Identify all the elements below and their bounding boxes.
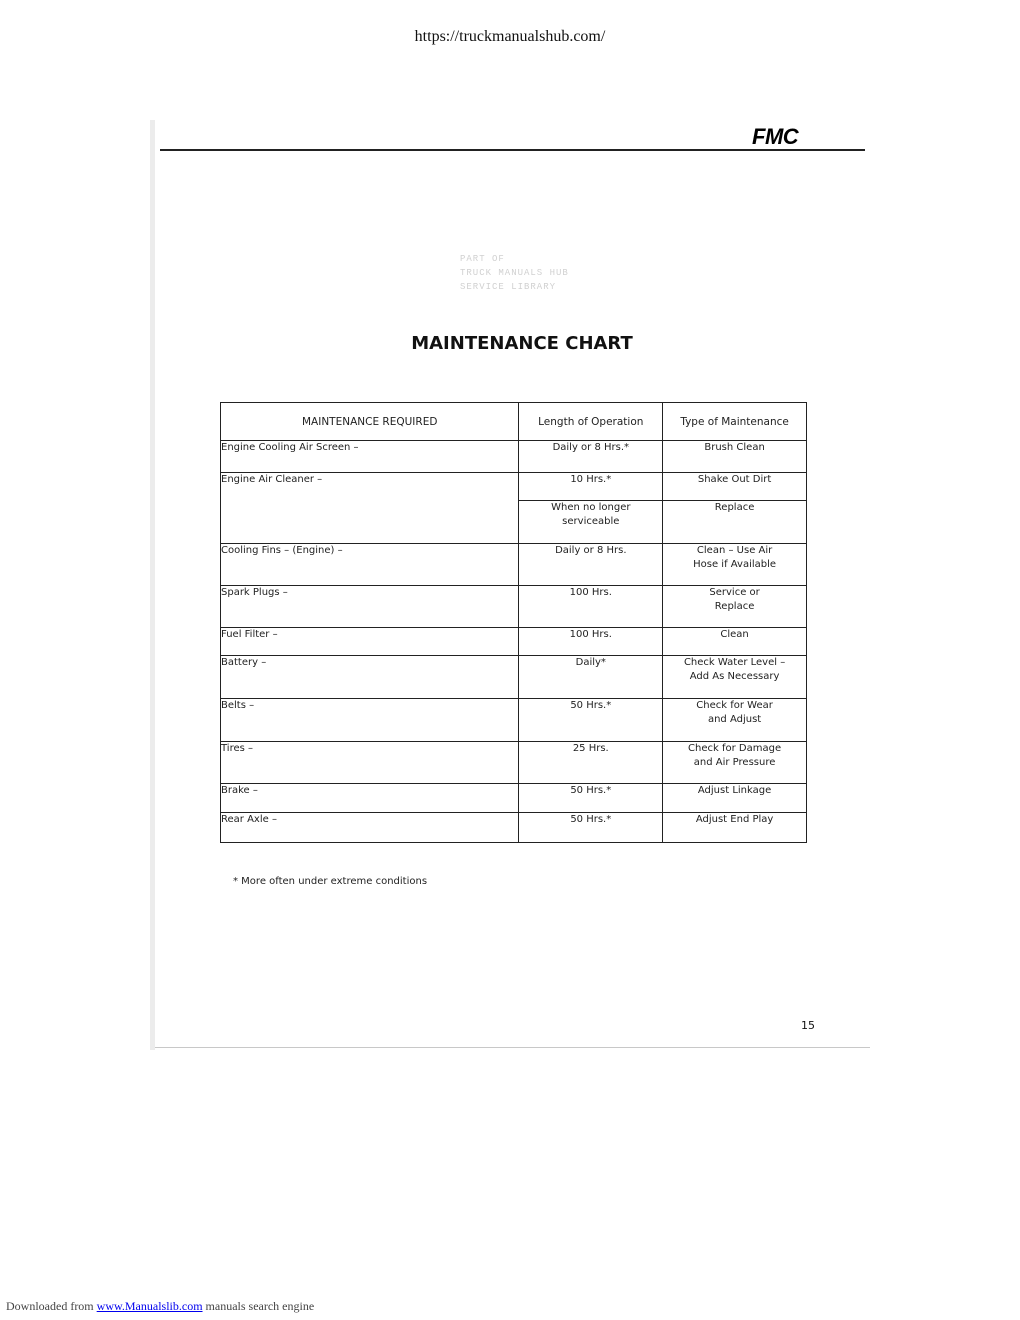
length-of-operation-cell: 10 Hrs.* [519, 473, 663, 501]
maintenance-item-cell [221, 813, 519, 843]
page-number: 15 [801, 1019, 815, 1032]
table-row [221, 813, 807, 843]
header-type-of-maintenance: Type of Maintenance [663, 403, 807, 441]
stamp-line: TRUCK MANUALS HUB [460, 268, 569, 278]
type-of-maintenance-cell: Adjust Linkage [663, 784, 807, 813]
table-row [221, 742, 807, 784]
maintenance-item: Cooling Fins – (Engine) – [221, 545, 343, 556]
length-of-operation-cell: 50 Hrs.* [519, 784, 663, 813]
maintenance-item-cell [221, 586, 519, 628]
table-row [221, 586, 807, 628]
maintenance-item-cell [221, 656, 519, 699]
type-of-maintenance-cell: Replace [663, 501, 807, 544]
maintenance-item: Brake – [221, 785, 258, 796]
bottom-rule [155, 1047, 870, 1048]
maintenance-table [220, 402, 807, 843]
maintenance-item: Fuel Filter – [221, 629, 278, 640]
fmc-logo: FMC [752, 124, 799, 149]
page-edge-shadow [150, 120, 155, 1050]
maintenance-item: Battery – [221, 657, 267, 668]
maintenance-item: Belts – [221, 700, 255, 711]
length-of-operation-cell: 50 Hrs.* [519, 699, 663, 742]
length-of-operation-cell: 100 Hrs. [519, 628, 663, 656]
download-prefix: Downloaded from [6, 1299, 97, 1313]
type-of-maintenance-cell: Check Water Level – Add As Necessary [663, 656, 807, 699]
header-maintenance-required: MAINTENANCE REQUIRED [221, 403, 519, 441]
maintenance-item-cell [221, 784, 519, 813]
maintenance-item: Engine Air Cleaner – [221, 474, 323, 485]
table-body [221, 441, 807, 843]
table-row [221, 473, 807, 501]
table-row [221, 628, 807, 656]
maintenance-item-cell [221, 544, 519, 586]
stamp-line: PART OF [460, 254, 505, 264]
maintenance-item-cell [221, 473, 519, 544]
chart-title: MAINTENANCE CHART [411, 333, 633, 354]
maintenance-item-cell [221, 742, 519, 784]
footnote: * More often under extreme conditions [233, 876, 428, 887]
length-of-operation-cell: Daily* [519, 656, 663, 699]
maintenance-item-cell [221, 441, 519, 473]
type-of-maintenance-cell: Clean – Use Air Hose if Available [663, 544, 807, 586]
download-note [6, 1299, 314, 1314]
maintenance-item: Spark Plugs – [221, 587, 288, 598]
length-of-operation-cell: When no longer serviceable [519, 501, 663, 544]
length-of-operation-cell: 25 Hrs. [519, 742, 663, 784]
length-of-operation-cell: Daily or 8 Hrs.* [519, 441, 663, 473]
maintenance-item-cell [221, 699, 519, 742]
table-row [221, 656, 807, 699]
site-url: https://truckmanualshub.com/ [414, 28, 606, 45]
header-rule [160, 149, 865, 151]
table-row [221, 784, 807, 813]
maintenance-item: Tires – [221, 743, 254, 754]
type-of-maintenance-cell: Clean [663, 628, 807, 656]
type-of-maintenance-cell: Shake Out Dirt [663, 473, 807, 501]
download-suffix: manuals search engine [202, 1299, 315, 1313]
type-of-maintenance-cell: Adjust End Play [663, 813, 807, 843]
stamp-line: SERVICE LIBRARY [460, 282, 557, 292]
table-row [221, 544, 807, 586]
maintenance-item-cell [221, 628, 519, 656]
type-of-maintenance-cell: Check for Wear and Adjust [663, 699, 807, 742]
length-of-operation-cell: 100 Hrs. [519, 586, 663, 628]
type-of-maintenance-cell: Check for Damage and Air Pressure [663, 742, 807, 784]
table-header-row [221, 403, 807, 441]
table-row [221, 699, 807, 742]
header-length-of-operation: Length of Operation [519, 403, 663, 441]
length-of-operation-cell: 50 Hrs.* [519, 813, 663, 843]
maintenance-item: Rear Axle – [221, 814, 277, 825]
maintenance-item: Engine Cooling Air Screen – [221, 442, 359, 453]
type-of-maintenance-cell: Service or Replace [663, 586, 807, 628]
type-of-maintenance-cell: Brush Clean [663, 441, 807, 473]
manualslib-link[interactable]: www.Manualslib.com [96, 1299, 203, 1313]
faded-stamp [460, 252, 600, 304]
length-of-operation-cell: Daily or 8 Hrs. [519, 544, 663, 586]
table-row [221, 441, 807, 473]
